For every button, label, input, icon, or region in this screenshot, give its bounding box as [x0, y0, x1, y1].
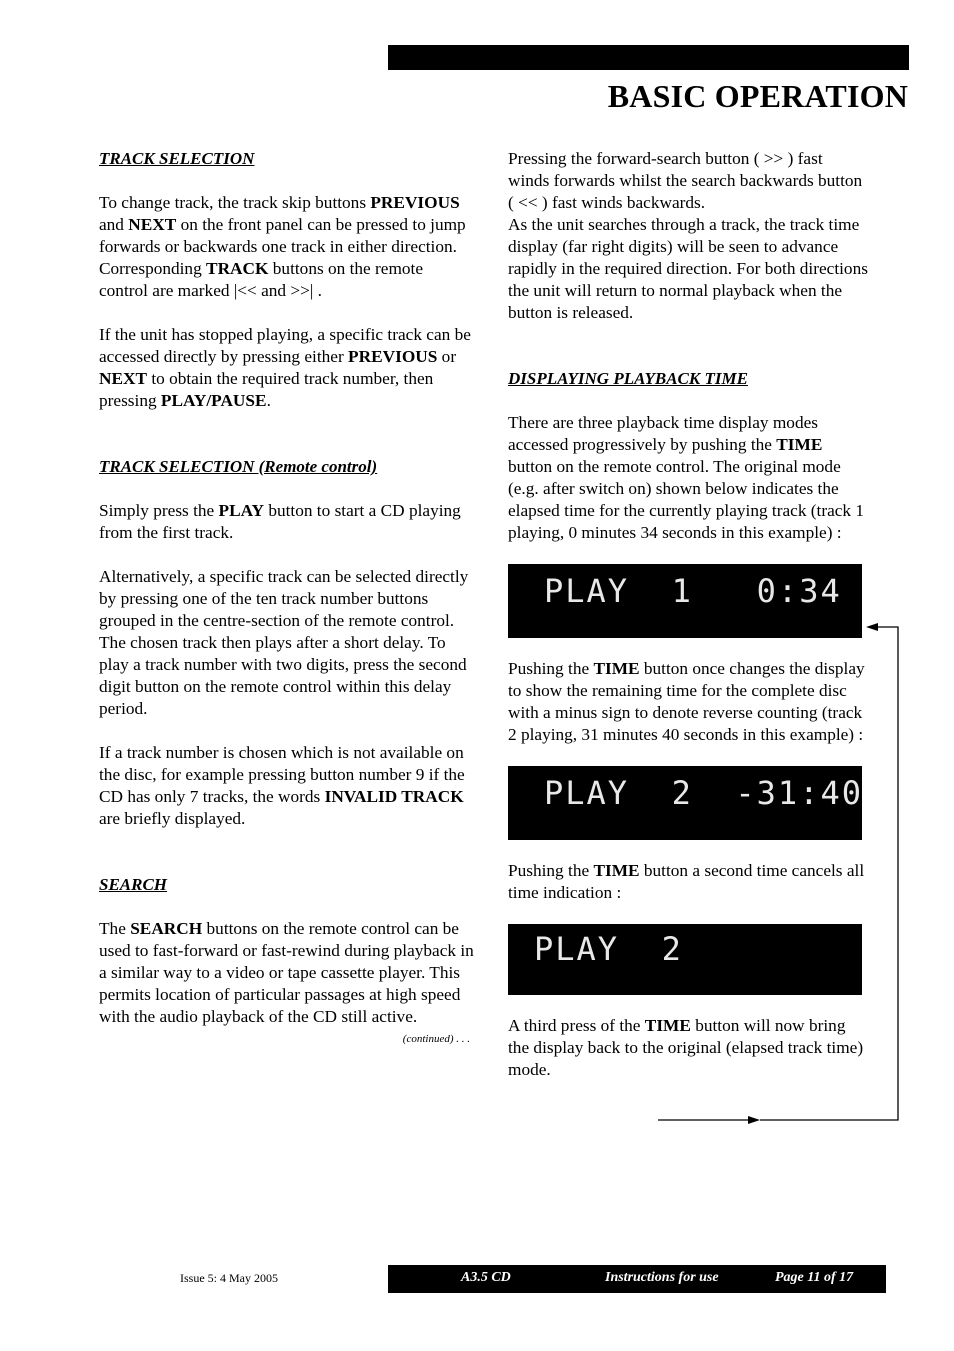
keyword: TIME — [776, 435, 823, 454]
text: Pushing the — [508, 659, 594, 678]
text: Corresponding — [99, 259, 207, 278]
text: on the front panel can be pressed to jump forwards or backwards one track in either direction. — [99, 215, 466, 256]
header-bar — [388, 45, 909, 70]
footer-issue: Issue 5: 4 May 2005 — [180, 1271, 278, 1285]
footer-page-number: Page 11 of 17 — [775, 1270, 854, 1285]
footer-model: A3.5 CD — [461, 1270, 511, 1285]
text: to obtain the required track number, then pressing — [99, 369, 434, 410]
text: buttons on the remote control can be used to fast-forward or fast-rewind during playback in a similar way to a video or tape cassette player. This permits location of particular passages at high speed with the audio playback of the CD still active. — [99, 919, 474, 1026]
keyword: NEXT — [128, 215, 177, 234]
paragraph-search-display: As the unit searches through a track, the track time display (far right digits) will be seen to advance rapidly in the required direction. For both directions the unit will return to normal playback when the button is released. — [508, 215, 868, 322]
text: button will now bring the display back to the original (elapsed track time) mode. — [508, 1016, 864, 1079]
paragraph-third-press — [508, 1015, 868, 1081]
right-column — [508, 148, 868, 1081]
paragraph-remaining-time — [508, 658, 868, 746]
keyword: INVALID TRACK — [324, 787, 464, 806]
text: button a second time cancels all time indication : — [508, 861, 865, 902]
text: buttons on the remote control are marked |<< and >>| . — [99, 259, 424, 300]
text: A third press of the — [508, 1016, 645, 1035]
lcd-text: PLAY 2 — [534, 930, 683, 968]
text: button once changes the display to show the remaining time for the complete disc with a minus sign to denote reverse counting (track 2 playing, 31 minutes 40 seconds in this example) : — [508, 659, 865, 744]
paragraph-track-skip — [99, 192, 474, 258]
text: and — [99, 215, 129, 234]
heading-search: SEARCH — [99, 875, 168, 894]
keyword: TIME — [593, 861, 640, 880]
keyword: TIME — [644, 1016, 691, 1035]
paragraph-cancel-time — [508, 860, 868, 904]
text: button on the remote control. The original mode (e.g. after switch on) shown below indicates the elapsed time for the currently playing track (track 1 playing, 0 minutes 34 seconds in this example) : — [508, 457, 865, 542]
keyword: TIME — [593, 659, 640, 678]
lcd-display-remaining — [508, 766, 862, 840]
text: Simply press the — [99, 501, 219, 520]
keyword: PREVIOUS — [370, 193, 460, 212]
keyword: TRACK — [206, 259, 269, 278]
arrow-head-bottom — [748, 1116, 760, 1124]
text: If the unit has stopped playing, a specific track can be accessed directly by pressing either — [99, 325, 471, 366]
text: The — [99, 919, 131, 938]
heading-displaying-playback-time: DISPLAYING PLAYBACK TIME — [508, 369, 748, 388]
keyword: PLAY/PAUSE — [160, 391, 267, 410]
text: To change track, the track skip buttons — [99, 193, 371, 212]
paragraph-invalid-track — [99, 742, 474, 830]
text: If a track number is chosen which is not available on the disc, for example pressing button number 9 if the CD has only 7 tracks, the words — [99, 743, 465, 806]
lcd-text: PLAY 2 -31:40 — [544, 774, 863, 812]
paragraph-search — [99, 918, 474, 1028]
paragraph-direct-select: Alternatively, a specific track can be selected directly by pressing one of the ten track number buttons grouped in the centre-section of the remote control. The chosen track then plays after a short delay. To play a track number with two digits, press the second digit button on the remote control within this delay period. — [99, 567, 469, 718]
heading-track-selection-remote: TRACK SELECTION (Remote control) — [99, 457, 378, 476]
text: There are three playback time display modes accessed progressively by pushing the — [508, 413, 818, 454]
page-title: BASIC OPERATION — [607, 78, 908, 114]
paragraph-play — [99, 500, 474, 544]
heading-track-selection: TRACK SELECTION — [99, 149, 255, 168]
footer-doc-title: Instructions for use — [605, 1270, 719, 1285]
lcd-display-elapsed — [508, 564, 862, 638]
left-column — [99, 148, 474, 1050]
lcd-text: PLAY 1 0:34 — [544, 572, 842, 610]
keyword: NEXT — [99, 369, 148, 388]
paragraph-time-modes — [508, 412, 868, 544]
text: button to start a CD playing from the first track. — [99, 501, 461, 542]
lcd-display-no-time — [508, 924, 862, 995]
paragraph-remote-buttons — [99, 258, 474, 302]
keyword: PREVIOUS — [348, 347, 438, 366]
paragraph-stopped — [99, 324, 474, 412]
text: are briefly displayed. — [99, 809, 246, 828]
footer-bar — [388, 1265, 886, 1293]
paragraph-search-buttons: Pressing the forward-search button ( >> ) fast winds forwards whilst the search backwards button ( << ) fast winds backwards. — [508, 149, 863, 212]
text: Pushing the — [508, 861, 594, 880]
keyword: SEARCH — [130, 919, 203, 938]
text: . — [266, 391, 271, 410]
text: or — [437, 347, 457, 366]
continued-note: (continued) . . . — [402, 1033, 470, 1045]
keyword: PLAY — [218, 501, 264, 520]
